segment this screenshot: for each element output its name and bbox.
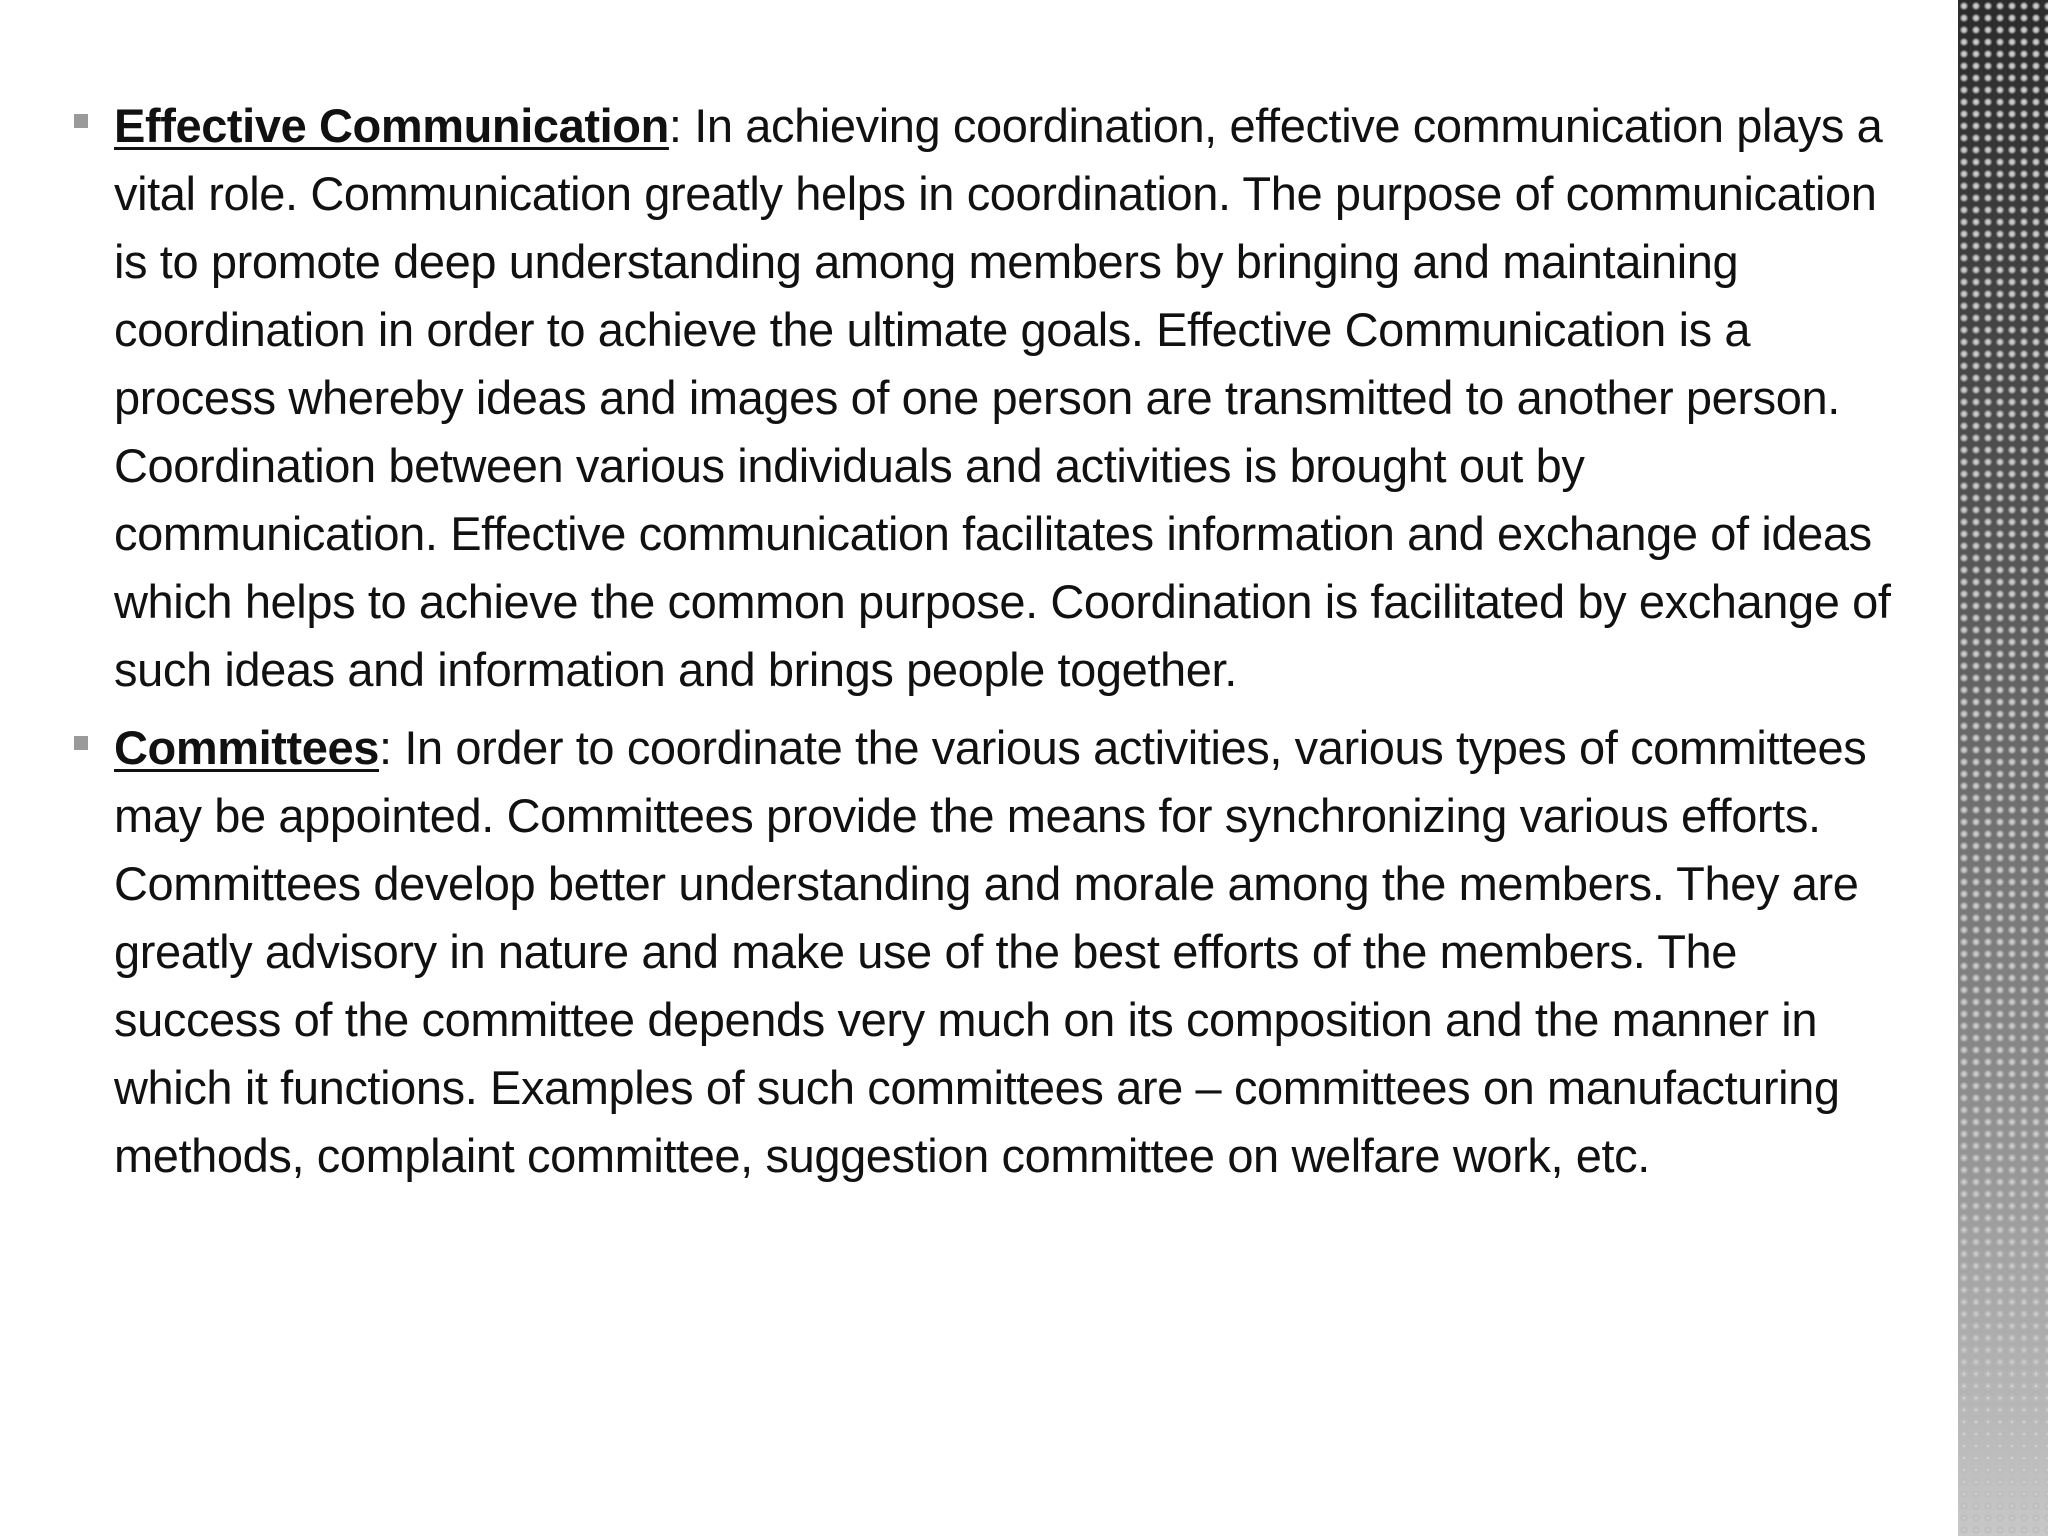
square-bullet-icon (74, 114, 88, 128)
bullet-term: Committees (114, 721, 380, 774)
bullet-item-committees (74, 714, 1914, 1190)
bullet-paragraph (114, 714, 1914, 1190)
bullet-body: : In order to coordinate the various activities, various types of committees may be appointed. Committees provide the means for synchronizing various efforts. Committees develop better understanding and morale among the members. They are greatly advisory in nature and make use of the best efforts of the members. The success of the committee depends very much on its composition and the manner in which it functions. Examples of such committees are – committees on manufacturing methods, complaint committee, suggestion committee on welfare work, etc. (114, 721, 1867, 1182)
square-bullet-icon (74, 736, 88, 750)
bullet-list (74, 92, 1914, 1200)
decorative-halftone-bar (1958, 0, 2048, 1536)
bullet-paragraph (114, 92, 1914, 704)
bullet-body: : In achieving coordination, effective communication plays a vital role. Communication greatly helps in coordination. The purpose of communication is to promote deep understanding among members by bringing and maintaining coordination in order to achieve the ultimate goals. Effective Communication is a process whereby ideas and images of one person are transmitted to another person. Coordination between various individuals and activities is brought out by communication. Effective communication facilitates information and exchange of ideas which helps to achieve the common purpose. Coordination is facilitated by exchange of such ideas and information and brings people together. (114, 99, 1891, 696)
bullet-item-effective-communication (74, 92, 1914, 704)
bullet-term: Effective Communication (114, 99, 669, 152)
